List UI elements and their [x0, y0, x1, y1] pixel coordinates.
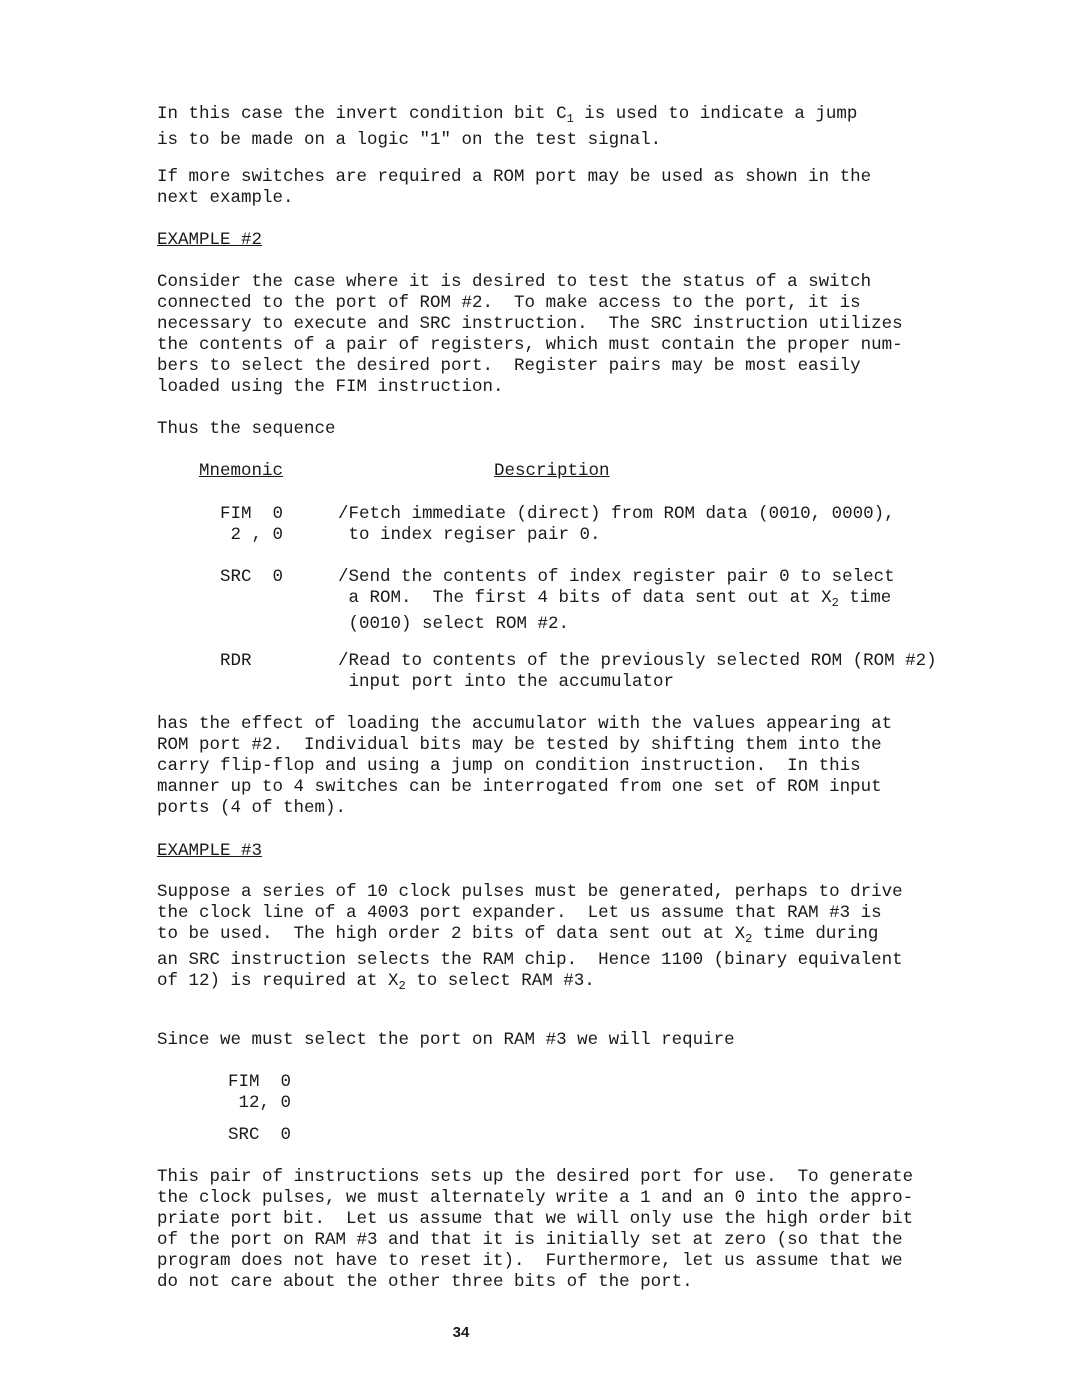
- example-3-heading: EXAMPLE #3: [157, 841, 263, 861]
- paragraph-invert-condition: [157, 104, 857, 151]
- row-description: [338, 567, 895, 635]
- para1-text-b: is used to indicate a jump: [573, 104, 858, 124]
- row-description-subscript: 2: [831, 596, 839, 610]
- para1-line2: is to be made on a logic "1" on the test signal.: [157, 130, 662, 150]
- row-description-a: /Send the contents of index register pair 0 to select a ROM. The first 4 bits of data sent out at X: [338, 567, 895, 608]
- example-2-heading: EXAMPLE #2: [157, 230, 263, 250]
- paragraph-consider-case: Consider the case where it is desired to test the status of a switch connected to the port of ROM #2. To make access to the port, it is necessary to execute and SRC instruction. The SRC instruction utilizes the contents of a pair of registers, which must contain the proper num- bers to select the desired port. Register pairs may be most easily loaded using the FIM instruction.: [157, 272, 903, 397]
- para6-text-c: to select RAM #3.: [405, 971, 595, 991]
- row-description: /Read to contents of the previously selected ROM (ROM #2) input port into the accumulator: [338, 651, 937, 692]
- row-mnemonic: FIM 0 2 , 0: [220, 504, 284, 545]
- paragraph-since-select: Since we must select the port on RAM #3 we will require: [157, 1030, 735, 1050]
- row-description-b: time (0010) select ROM #2.: [348, 588, 892, 634]
- paragraph-suppose-series: [157, 882, 903, 997]
- paragraph-this-pair: This pair of instructions sets up the desired port for use. To generate the clock pulses, we must alternately write a 1 and an 0 into the appro- priate port bit. Let us assume that we will only use the high order bit of the port on RAM #3 and that it is initially set at zero (so that the program does not have to reset it). Furthermore, let us assume that we do not care about the other three bits of the port.: [157, 1167, 914, 1292]
- mnemonic-column-header: Mnemonic: [199, 461, 284, 481]
- paragraph-thus-sequence: Thus the sequence: [157, 419, 336, 439]
- code-line-fim: FIM 0 12, 0: [228, 1072, 292, 1113]
- page-number: 34: [452, 1324, 470, 1341]
- row-mnemonic: SRC 0: [220, 567, 284, 587]
- paragraph-more-switches: If more switches are required a ROM port may be used as shown in the next example.: [157, 167, 872, 208]
- para6-text-b: time during an SRC instruction selects the RAM chip. Hence 1100 (binary equivalent of 12) is required at X: [157, 924, 903, 991]
- description-column-header: Description: [494, 461, 610, 481]
- code-line-src: SRC 0: [228, 1125, 292, 1145]
- para1-subscript: 1: [566, 112, 574, 126]
- para6-text-a: Suppose a series of 10 clock pulses must be generated, perhaps to drive the clock line of a 4003 port expander. Let us assume that RAM #3 is to be used. The high order 2 bits of data sent out at X: [157, 882, 903, 944]
- paragraph-has-effect: has the effect of loading the accumulator with the values appearing at ROM port #2. Individual bits may be tested by shifting them into the carry flip-flop and using a jump on condition instruction. In this manner up to 4 switches can be interrogated from one set of ROM input ports (4 of them).: [157, 714, 893, 818]
- row-mnemonic: RDR: [220, 651, 252, 671]
- para1-text-a: In this case the invert condition bit C: [157, 104, 567, 124]
- row-description: /Fetch immediate (direct) from ROM data (0010, 0000), to index regiser pair 0.: [338, 504, 895, 545]
- para6-subscript-1: 2: [745, 932, 753, 946]
- para6-subscript-2: 2: [398, 979, 406, 993]
